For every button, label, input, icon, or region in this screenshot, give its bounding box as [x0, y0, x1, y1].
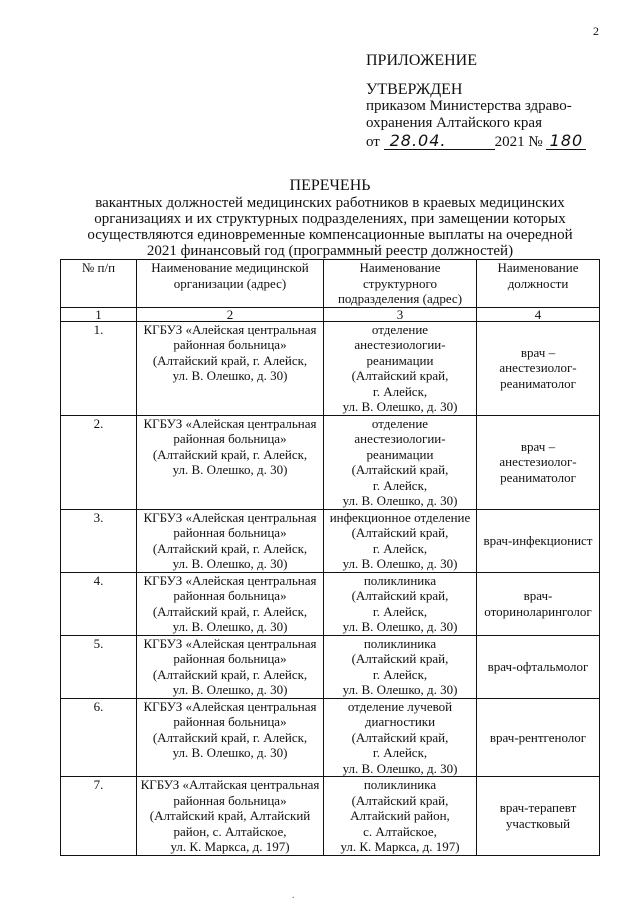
row-number: 1. [61, 321, 137, 415]
organization-cell-line: КГБУЗ «Алейская центральная [143, 698, 317, 714]
unit-cell-line: г. Алейск, [372, 477, 428, 493]
header-unit: Наименование структурного подразделения (адрес) [324, 260, 477, 308]
position-cell-line: реаниматолог [500, 375, 576, 391]
organization-cell-line: (Алтайский край, Алтайский [149, 808, 311, 823]
header-number: № п/п [61, 260, 137, 308]
position-cell [477, 635, 600, 698]
unit-cell-line: (Алтайский край, [351, 462, 449, 477]
unit-cell [324, 698, 477, 777]
row-number: 5. [61, 635, 137, 698]
unit-cell-line: ул. В. Олешко, д. 30) [342, 556, 458, 571]
organization-cell [137, 509, 324, 572]
order-line-2: охранения Алтайского края [366, 115, 542, 131]
unit-cell-line: с. Алтайское, [363, 823, 437, 839]
unit-cell-line: (Алтайский край, [351, 792, 449, 808]
unit-cell [324, 777, 477, 856]
position-cell-line: врач- [523, 588, 553, 603]
position-cell-line: участковый [505, 815, 571, 831]
unit-cell-line: (Алтайский край, [351, 729, 449, 745]
position-cell [477, 572, 600, 635]
table-row [61, 777, 600, 856]
table-body [61, 321, 600, 855]
position-cell-line: врач-терапевт [499, 800, 577, 816]
handwritten-date: 28.04. [384, 132, 495, 150]
unit-cell-line: реанимации [366, 352, 434, 368]
page-number: 2 [593, 24, 599, 38]
unit-cell-line: г. Алейск, [372, 383, 428, 399]
organization-cell-line: районная больница» [173, 588, 287, 603]
row-number: 6. [61, 698, 137, 777]
unit-cell-line: анестезиологии- [354, 431, 446, 446]
organization-cell-line: районная больница» [173, 792, 287, 808]
position-cell-line: реаниматолог [500, 469, 576, 485]
organization-cell [137, 635, 324, 698]
position-cell-line: врач-рентгенолог [489, 729, 587, 745]
organization-cell-line: КГБУЗ «Алейская центральная [143, 415, 317, 431]
document-title [60, 178, 600, 259]
table-row [61, 572, 600, 635]
position-cell-line: врач – [520, 438, 556, 454]
header-position: Наименование должности [477, 260, 600, 308]
row-number: 2. [61, 415, 137, 509]
row-number: 7. [61, 777, 137, 856]
title-heading: ПЕРЕЧЕНЬ [289, 177, 371, 194]
unit-cell-line: отделение [371, 415, 429, 431]
column-number: 4 [477, 307, 600, 321]
organization-cell-line: КГБУЗ «Алейская центральная [143, 635, 317, 651]
organization-cell-line: район, с. Алтайское, [173, 823, 287, 839]
title-line-1: вакантных должностей медицинских работников в краевых медицинских [95, 195, 565, 211]
unit-cell-line: поликлиника [363, 635, 437, 651]
row-number: 3. [61, 509, 137, 572]
unit-cell [324, 572, 477, 635]
unit-cell-line: ул. В. Олешко, д. 30) [342, 399, 458, 414]
organization-cell-line: ул. В. Олешко, д. 30) [172, 745, 288, 760]
organization-cell [137, 698, 324, 777]
organization-cell-line: КГБУЗ «Алейская центральная [143, 572, 317, 588]
organization-cell-line: ул. В. Олешко, д. 30) [172, 368, 288, 383]
table-row [61, 509, 600, 572]
table-row [61, 415, 600, 509]
unit-cell-line: г. Алейск, [372, 603, 428, 619]
handwritten-order-number: 180 [546, 132, 586, 150]
unit-cell-line: (Алтайский край, [351, 651, 449, 666]
date-prefix: от [366, 134, 380, 150]
organization-cell-line: (Алтайский край, г. Алейск, [152, 352, 308, 368]
organization-cell-line: КГБУЗ «Алейская центральная [143, 509, 317, 525]
column-number: 1 [61, 307, 137, 321]
unit-cell-line: (Алтайский край, [351, 588, 449, 603]
position-cell-line: анестезиолог- [499, 454, 577, 470]
unit-cell-line: (Алтайский край, [351, 525, 449, 540]
organization-cell-line: КГБУЗ «Алтайская центральная [140, 777, 320, 792]
position-cell-line: врач – [520, 344, 556, 360]
column-number: 3 [324, 307, 477, 321]
table-row [61, 698, 600, 777]
organization-cell [137, 572, 324, 635]
organization-cell-line: ул. В. Олешко, д. 30) [172, 682, 288, 697]
position-cell-line: врач-инфекционист [483, 532, 593, 548]
table-row [61, 321, 600, 415]
title-line-4: 2021 финансовый год (программный реестр должностей) [146, 243, 514, 259]
order-date-line [366, 132, 616, 151]
unit-cell-line: Алтайский район, [350, 808, 450, 823]
organization-cell-line: ул. В. Олешко, д. 30) [172, 556, 288, 571]
organization-cell-line: районная больница» [173, 651, 287, 666]
organization-cell-line: ул. В. Олешко, д. 30) [172, 462, 288, 477]
organization-cell-line: ул. В. Олешко, д. 30) [172, 619, 288, 634]
order-year: 2021 № [494, 134, 543, 150]
position-cell-line: оториноларинголог [484, 603, 592, 619]
organization-cell-line: ул. К. Маркса, д. 197) [170, 839, 290, 854]
unit-cell [324, 509, 477, 572]
column-number-row [61, 307, 600, 321]
unit-cell-line: поликлиника [363, 777, 437, 792]
unit-cell-line: поликлиника [363, 572, 437, 588]
position-cell-line: врач-офтальмолог [487, 658, 589, 674]
unit-cell-line: реанимации [366, 446, 434, 462]
order-line-1: приказом Министерства здраво- [366, 98, 572, 114]
approval-block [366, 52, 616, 151]
table-header-row [61, 260, 600, 308]
title-line-3: осуществляются единовременные компенсационные выплаты на очередной [87, 227, 573, 243]
position-cell [477, 698, 600, 777]
organization-cell [137, 321, 324, 415]
position-cell [477, 509, 600, 572]
column-number: 2 [137, 307, 324, 321]
unit-cell [324, 321, 477, 415]
organization-cell [137, 777, 324, 856]
organization-cell-line: районная больница» [173, 714, 287, 729]
position-cell [477, 321, 600, 415]
organization-cell-line: (Алтайский край, г. Алейск, [152, 666, 308, 682]
approved-label: УТВЕРЖДЕН [366, 81, 463, 98]
position-cell [477, 415, 600, 509]
unit-cell-line: диагностики [364, 714, 436, 729]
unit-cell-line: (Алтайский край, [351, 368, 449, 383]
organization-cell-line: (Алтайский край, г. Алейск, [152, 446, 308, 462]
organization-cell-line: районная больница» [173, 431, 287, 446]
organization-cell-line: КГБУЗ «Алейская центральная [143, 321, 317, 337]
title-line-2: организациях и их структурных подразделениях, при замещении которых [94, 211, 566, 227]
unit-cell-line: отделение лучевой [347, 698, 453, 714]
header-organization: Наименование медицинской организации (адрес) [137, 260, 324, 308]
unit-cell [324, 635, 477, 698]
unit-cell-line: отделение [371, 321, 429, 337]
table-row [61, 635, 600, 698]
unit-cell-line: ул. К. Маркса, д. 197) [340, 839, 460, 854]
organization-cell-line: районная больница» [173, 525, 287, 540]
position-cell [477, 777, 600, 856]
unit-cell-line: ул. В. Олешко, д. 30) [342, 760, 458, 776]
organization-cell-line: (Алтайский край, г. Алейск, [152, 729, 308, 745]
unit-cell-line: инфекционное отделение [329, 509, 471, 525]
position-cell-line: анестезиолог- [499, 360, 577, 376]
row-number: 4. [61, 572, 137, 635]
unit-cell-line: г. Алейск, [372, 540, 428, 556]
unit-cell-line: г. Алейск, [372, 745, 428, 760]
organization-cell-line: (Алтайский край, г. Алейск, [152, 540, 308, 556]
unit-cell-line: ул. В. Олешко, д. 30) [342, 493, 458, 508]
unit-cell-line: анестезиологии- [354, 337, 446, 352]
organization-cell-line: (Алтайский край, г. Алейск, [152, 603, 308, 619]
organization-cell [137, 415, 324, 509]
unit-cell-line: ул. В. Олешко, д. 30) [342, 619, 458, 634]
unit-cell [324, 415, 477, 509]
unit-cell-line: ул. В. Олешко, д. 30) [342, 682, 458, 697]
appendix-label: ПРИЛОЖЕНИЕ [366, 52, 478, 69]
unit-cell-line: г. Алейск, [372, 666, 428, 682]
organization-cell-line: районная больница» [173, 337, 287, 352]
footer-mark: . [292, 890, 295, 901]
positions-table [60, 259, 600, 856]
